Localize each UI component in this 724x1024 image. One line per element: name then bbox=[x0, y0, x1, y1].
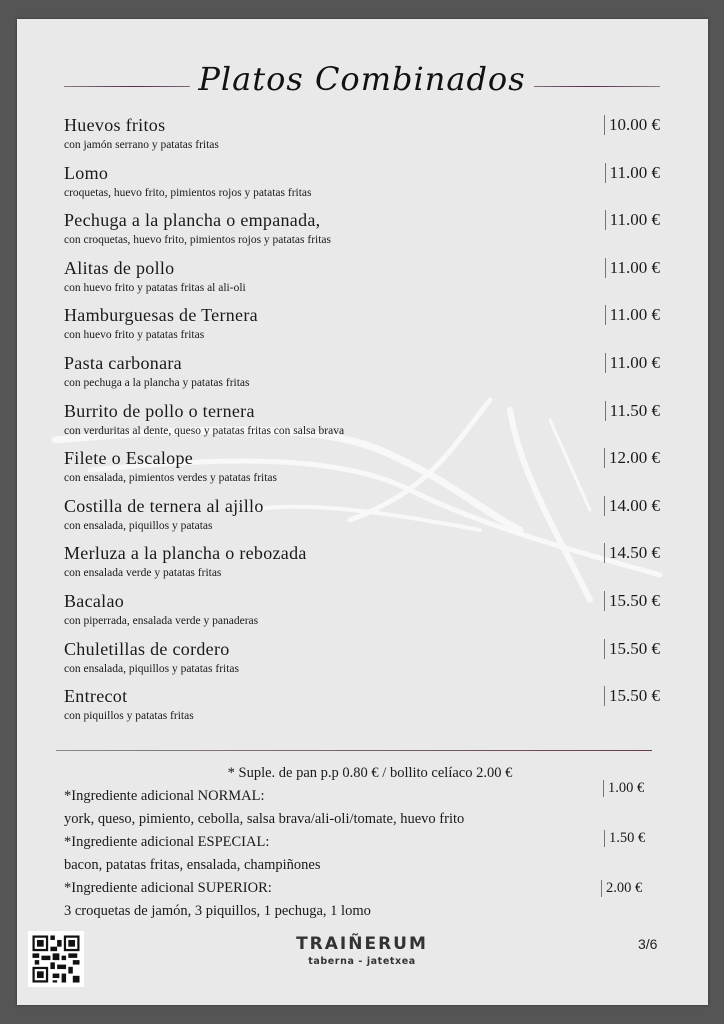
extra-superior-label: *Ingrediente adicional SUPERIOR: bbox=[64, 880, 272, 896]
dish-price: 15.50 € bbox=[604, 686, 660, 706]
dish-name: Bacalao bbox=[64, 591, 125, 611]
dish-name: Chuletillas de cordero bbox=[64, 638, 230, 659]
extra-especial-desc: bacon, patatas fritas, ensalada, champiñones bbox=[64, 857, 321, 873]
dish-description: con piquillos y patatas fritas bbox=[64, 710, 194, 723]
section-header bbox=[64, 60, 660, 110]
extra-especial-label: *Ingrediente adicional ESPECIAL: bbox=[64, 834, 270, 850]
dish-description: con ensalada, piquillos y patatas fritas bbox=[64, 662, 240, 675]
dish-description: croquetas, huevo frito, pimientos rojos y patatas fritas bbox=[64, 186, 312, 199]
dish-description: con verduritas al dente, queso y patatas fritas con salsa brava bbox=[64, 424, 345, 437]
page-title: Platos Combinados bbox=[190, 60, 533, 98]
extra-normal-desc: york, queso, pimiento, cebolla, salsa brava/ali-oli/tomate, huevo frito bbox=[64, 811, 465, 827]
extra-normal-label: *Ingrediente adicional NORMAL: bbox=[64, 788, 265, 804]
bread-supplement: * Suple. de pan p.p 0.80 € / bollito celíaco 2.00 € bbox=[227, 765, 513, 781]
dish-name: Lomo bbox=[64, 162, 109, 183]
dish-description: con huevo frito y patatas fritas al ali-oli bbox=[64, 281, 246, 294]
page-number: 3/6 bbox=[638, 936, 658, 952]
dish-name: Alitas de pollo bbox=[64, 257, 175, 278]
section-divider bbox=[56, 750, 652, 751]
extra-normal-price: 1.00 € bbox=[603, 780, 644, 797]
dish-name: Filete o Escalope bbox=[64, 448, 194, 469]
dish-price: 11.00 € bbox=[605, 353, 660, 373]
dish-description: con croquetas, huevo frito, pimientos rojos y patatas fritas bbox=[64, 234, 331, 247]
dish-description: con piperrada, ensalada verde y panaderas bbox=[64, 615, 259, 627]
dish-description: con jamón serrano y patatas fritas bbox=[64, 139, 219, 151]
dish-name: Costilla de ternera al ajillo bbox=[64, 495, 264, 516]
extra-superior-price: 2.00 € bbox=[601, 880, 642, 897]
dish-description: con ensalada verde y patatas fritas bbox=[64, 567, 222, 580]
dish-price: 15.50 € bbox=[604, 591, 660, 611]
dish-description: con pechuga a la plancha y patatas fritas bbox=[64, 377, 250, 389]
dish-price: 11.50 € bbox=[605, 401, 660, 421]
extra-superior-desc: 3 croquetas de jamón, 3 piquillos, 1 pechuga, 1 lomo bbox=[64, 903, 371, 919]
brand-tagline: taberna - jatetxea bbox=[308, 956, 416, 967]
dish-name: Entrecot bbox=[64, 686, 128, 707]
dish-name: Pasta carbonara bbox=[64, 353, 182, 373]
dish-description: con ensalada, pimientos verdes y patatas fritas bbox=[64, 472, 277, 485]
dish-name: Hamburguesas de Ternera bbox=[64, 305, 258, 326]
dish-price: 12.00 € bbox=[604, 448, 660, 468]
dish-name: Burrito de pollo o ternera bbox=[64, 400, 255, 421]
dish-name: Pechuga a la plancha o empanada, bbox=[64, 210, 321, 231]
extra-especial-price: 1.50 € bbox=[604, 830, 645, 847]
dish-price: 15.50 € bbox=[604, 639, 660, 659]
brand-logo: TRAIÑERUM bbox=[296, 934, 428, 954]
dish-price: 11.00 € bbox=[605, 258, 660, 278]
dish-price: 11.00 € bbox=[605, 163, 660, 183]
dish-price: 14.50 € bbox=[604, 543, 660, 563]
dish-description: con huevo frito y patatas fritas bbox=[64, 329, 205, 342]
dish-price: 11.00 € bbox=[605, 210, 660, 230]
dish-name: Huevos fritos bbox=[64, 115, 166, 135]
dish-description: con ensalada, piquillos y patatas bbox=[64, 519, 213, 532]
dish-price: 11.00 € bbox=[605, 305, 660, 325]
dish-name: Merluza a la plancha o rebozada bbox=[64, 543, 307, 564]
dish-price: 14.00 € bbox=[604, 496, 660, 516]
dish-price: 10.00 € bbox=[604, 115, 660, 135]
